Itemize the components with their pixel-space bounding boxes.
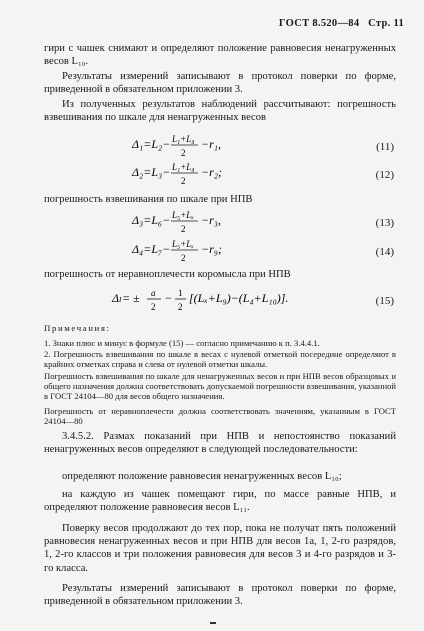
note-3: Погрешность взвешивания по шкале для ненагруженных весов и при НПВ весов образцовых и общего назначения должна соответствовать допускаемой погрешности взвешивания, указанной в ГОСТ 24104—80 для весов общего назначения. bbox=[44, 371, 396, 402]
eq12-rhs: −r₂; bbox=[201, 165, 222, 179]
paragraph-2: Результаты измерений записывают в протокол поверки по форме, приведенной в обязательном приложении 3. bbox=[44, 71, 396, 96]
eq12-denominator: 2 bbox=[181, 176, 186, 186]
eq11-number: (11) bbox=[376, 141, 394, 153]
equation-11 bbox=[0, 132, 424, 162]
page-mark bbox=[210, 622, 216, 624]
note-2: 2. Погрешность взвешивания по шкале в весах с нулевой отметкой посередине определяют в крайних отметках справа и слева от нулевой отметки шкалы. bbox=[44, 349, 396, 370]
paragraph-7: определяют положение равновесия ненагруженных весов L₁₀; bbox=[62, 471, 342, 482]
equation-14 bbox=[0, 237, 424, 267]
eq12-lhs: Δ₂=L₃− bbox=[132, 165, 171, 179]
paragraph-9: Поверку весов продолжают до тех пор, пока не получат пять положений равновесия ненагруженных весов и при НПВ для весов 1а, 1, 2-го разрядов, 1, 2-го классов и три положения равновесия для весов 3 и 4-го разрядов и 3-го класса. bbox=[44, 523, 396, 574]
eq15-minus: − bbox=[165, 291, 172, 305]
eq11-denominator: 2 bbox=[181, 148, 186, 158]
eq15-denominator-a: 2 bbox=[151, 302, 156, 312]
page-header bbox=[279, 18, 404, 29]
eq13-lhs: Δ₃=L₆− bbox=[132, 213, 171, 227]
eq15-denominator-b: 2 bbox=[178, 302, 183, 312]
paragraph-4: погрешность взвешивания по шкале при НПВ bbox=[44, 194, 253, 205]
note-4: Погрешность от неравноплечести должна соответствовать значениям, указанным в ГОСТ 24104—80 bbox=[44, 406, 396, 427]
paragraph-8: на каждую из чашек помещают гири, по массе равные НПВ, и определяют положение равновесия весов L₁₁. bbox=[44, 489, 396, 514]
eq13-numerator: L₅+Lₓ bbox=[172, 210, 194, 220]
eq14-denominator: 2 bbox=[181, 253, 186, 263]
equation-15 bbox=[0, 286, 424, 316]
paragraph-6: 3.4.5.2. Размах показаний при НПВ и непостоянство показаний ненагруженных весов определяют в следующей последовательности: bbox=[44, 431, 396, 456]
eq11-lhs: Δ₁=L₂− bbox=[132, 137, 171, 151]
eq15-lhs: Δₗ= ± bbox=[112, 291, 140, 305]
eq13-number: (13) bbox=[375, 217, 394, 229]
eq14-numerator: L₅+Lₓ bbox=[172, 239, 194, 249]
eq15-numerator-a: a bbox=[151, 288, 156, 298]
eq14-rhs: −r₉; bbox=[201, 242, 222, 256]
standard-number: ГОСТ 8.520—84 bbox=[278, 18, 360, 29]
eq13-rhs: −r₃, bbox=[201, 213, 221, 227]
equation-13 bbox=[0, 208, 424, 238]
eq15-numerator-b: 1 bbox=[178, 288, 183, 298]
eq12-numerator: L₁+L₄ bbox=[172, 162, 195, 172]
eq12-number: (12) bbox=[375, 169, 394, 181]
paragraph-5: погрешность от неравноплечести коромысла при НПВ bbox=[44, 269, 291, 280]
eq14-lhs: Δ₄=L₇− bbox=[132, 242, 171, 256]
notes-heading: Примечания: bbox=[44, 323, 111, 333]
eq11-rhs: −r₁, bbox=[201, 137, 221, 151]
eq15-rhs: [(Lₓ+L₉)−(L₄+L₁₀)]. bbox=[189, 291, 289, 305]
eq14-number: (14) bbox=[375, 246, 394, 258]
paragraph-10: Результаты измерений записывают в протокол поверки по форме, приведенной в обязательном приложении 3. bbox=[44, 583, 396, 608]
eq11-numerator: L₁+L₄ bbox=[172, 134, 195, 144]
eq15-number: (15) bbox=[375, 295, 394, 307]
equation-12 bbox=[0, 160, 424, 190]
paragraph-3: Из полученных результатов наблюдений рассчитывают: погрешность взвешивания по шкале для ненагруженных весов bbox=[44, 99, 396, 124]
paragraph-1: гири с чашек снимают и определяют положение равновесия ненагруженных весов L₁₀. bbox=[44, 43, 396, 68]
eq13-denominator: 2 bbox=[181, 224, 186, 234]
page-number: Стр. 11 bbox=[368, 18, 404, 29]
note-1: 1. Знаки плюс и минус в формуле (15) — согласно примечанию к п. 3.4.4.1. bbox=[44, 338, 320, 348]
